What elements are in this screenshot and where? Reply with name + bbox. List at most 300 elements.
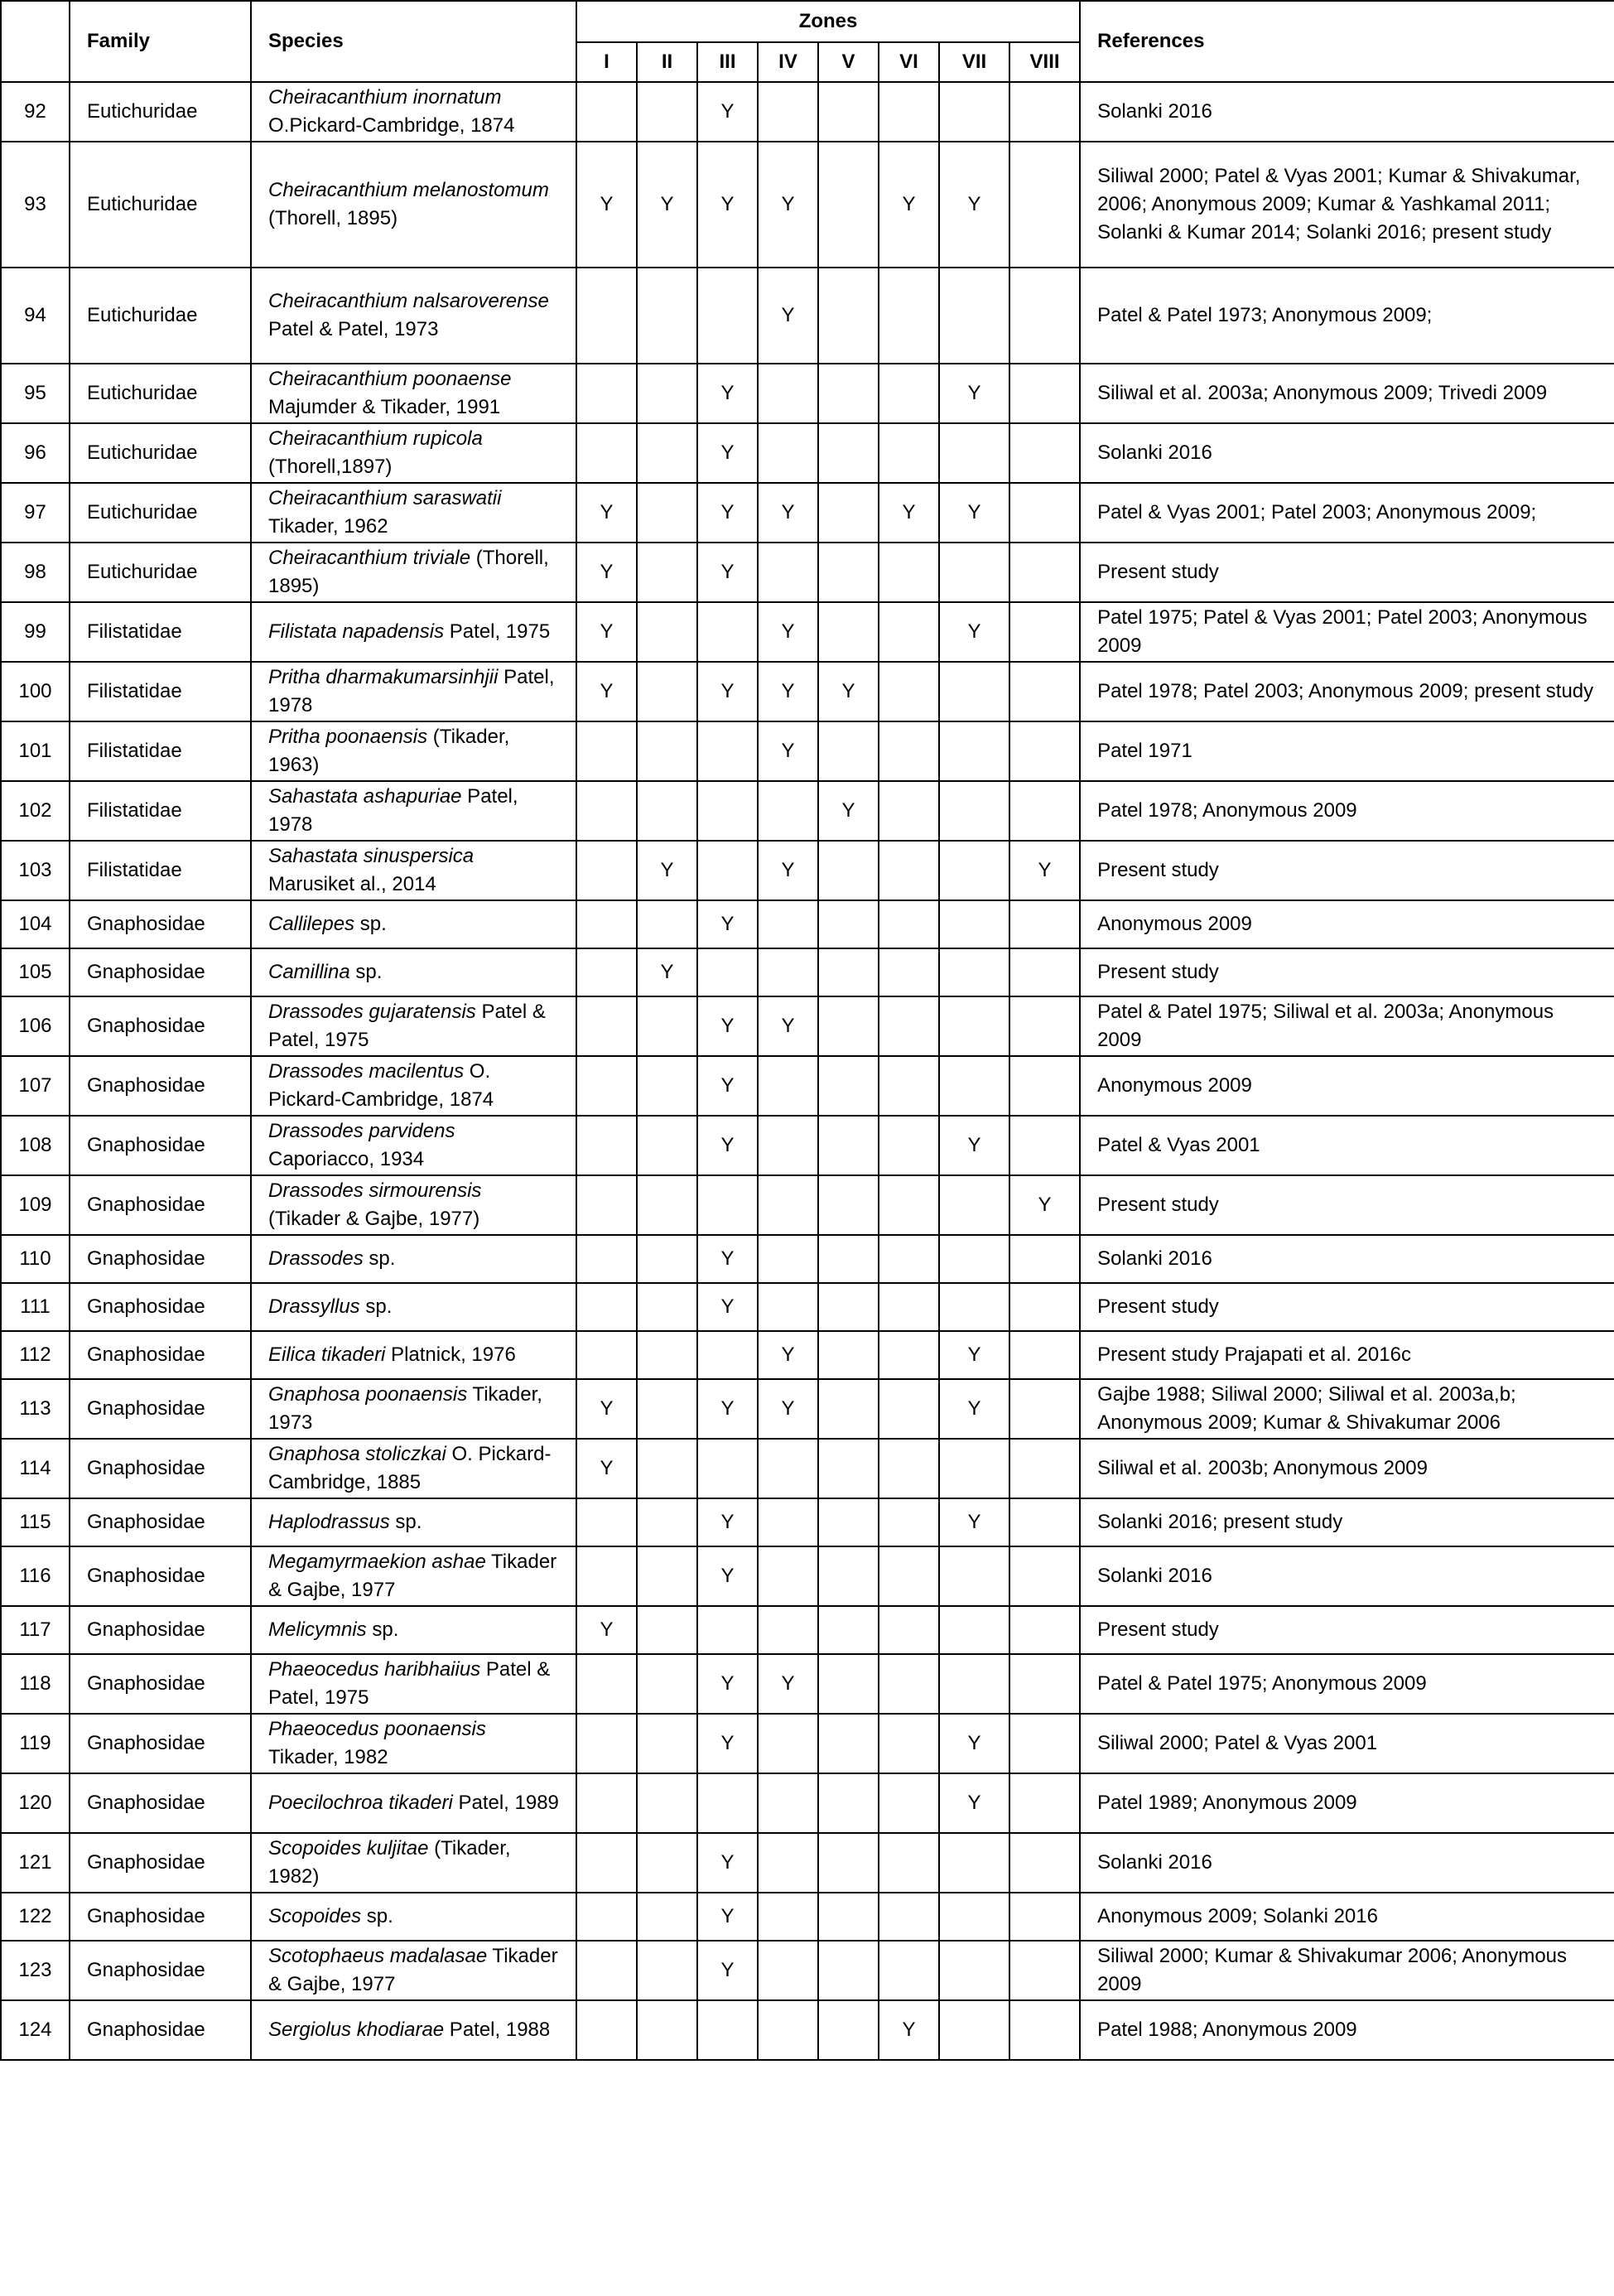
zone-cell: Y bbox=[939, 602, 1009, 662]
references-cell: Anonymous 2009 bbox=[1080, 900, 1614, 948]
species-cell bbox=[251, 900, 576, 948]
zone-cell bbox=[1009, 2000, 1080, 2060]
table-row bbox=[1, 948, 1614, 996]
species-cell bbox=[251, 996, 576, 1056]
references-cell: Solanki 2016 bbox=[1080, 82, 1614, 142]
table-row bbox=[1, 1546, 1614, 1606]
references-cell: Patel 1989; Anonymous 2009 bbox=[1080, 1773, 1614, 1833]
zone-cell bbox=[758, 1546, 818, 1606]
row-number: 107 bbox=[1, 1056, 70, 1116]
zone-cell bbox=[879, 602, 939, 662]
references-cell: Patel 1971 bbox=[1080, 721, 1614, 781]
zone-cell bbox=[576, 841, 637, 900]
zone-header-ii: II bbox=[637, 42, 697, 82]
zone-header-viii: VIII bbox=[1009, 42, 1080, 82]
table-row bbox=[1, 1235, 1614, 1283]
row-number: 95 bbox=[1, 364, 70, 423]
zone-cell bbox=[818, 1773, 879, 1833]
zone-cell bbox=[879, 268, 939, 364]
zone-cell: Y bbox=[939, 1379, 1009, 1439]
zone-cell bbox=[1009, 1379, 1080, 1439]
zone-cell bbox=[879, 1498, 939, 1546]
table-row bbox=[1, 1056, 1614, 1116]
family-cell: Eutichuridae bbox=[70, 423, 251, 483]
zone-cell bbox=[879, 364, 939, 423]
family-cell: Gnaphosidae bbox=[70, 1498, 251, 1546]
zone-cell: Y bbox=[697, 142, 758, 268]
species-name: Cheiracanthium nalsaroverense bbox=[268, 290, 549, 312]
species-name: Haplodrassus bbox=[268, 1511, 390, 1533]
species-cell bbox=[251, 602, 576, 662]
species-author: O. Pickard-Cambridge, 1874 bbox=[268, 1060, 494, 1111]
zone-cell bbox=[758, 948, 818, 996]
zone-cell bbox=[576, 1833, 637, 1893]
zone-cell bbox=[697, 1773, 758, 1833]
zone-cell bbox=[637, 1893, 697, 1941]
zone-cell: Y bbox=[879, 2000, 939, 2060]
species-cell bbox=[251, 1235, 576, 1283]
species-cell bbox=[251, 1654, 576, 1714]
zone-cell bbox=[879, 1893, 939, 1941]
zone-cell bbox=[879, 948, 939, 996]
row-number: 112 bbox=[1, 1331, 70, 1379]
zone-header-i: I bbox=[576, 42, 637, 82]
zone-cell: Y bbox=[758, 996, 818, 1056]
zone-cell bbox=[697, 781, 758, 841]
zone-cell bbox=[576, 1893, 637, 1941]
table-row bbox=[1, 1893, 1614, 1941]
species-author: Tikader, 1982 bbox=[268, 1746, 388, 1768]
zone-cell bbox=[576, 948, 637, 996]
zone-cell bbox=[637, 1379, 697, 1439]
family-cell: Eutichuridae bbox=[70, 268, 251, 364]
species-author: O. Pickard-Cambridge, 1885 bbox=[268, 1443, 552, 1493]
species-author: (Thorell, 1895) bbox=[268, 547, 549, 597]
zone-cell: Y bbox=[758, 1654, 818, 1714]
row-number: 94 bbox=[1, 268, 70, 364]
zone-cell bbox=[818, 1379, 879, 1439]
zone-cell bbox=[939, 996, 1009, 1056]
row-number: 96 bbox=[1, 423, 70, 483]
species-name: Camillina bbox=[268, 961, 350, 983]
zone-cell bbox=[879, 781, 939, 841]
species-name: Cheiracanthium melanostomum bbox=[268, 179, 549, 201]
zone-cell bbox=[697, 841, 758, 900]
zone-cell bbox=[879, 1546, 939, 1606]
zone-cell: Y bbox=[758, 662, 818, 721]
zone-cell: Y bbox=[758, 721, 818, 781]
references-cell: Present study bbox=[1080, 841, 1614, 900]
table-row bbox=[1, 142, 1614, 268]
zone-cell bbox=[939, 1893, 1009, 1941]
zone-cell bbox=[697, 602, 758, 662]
table-row bbox=[1, 1606, 1614, 1654]
family-cell: Gnaphosidae bbox=[70, 1283, 251, 1331]
zone-cell: Y bbox=[758, 1379, 818, 1439]
species-cell bbox=[251, 1714, 576, 1773]
references-cell: Patel & Patel 1973; Anonymous 2009; bbox=[1080, 268, 1614, 364]
table-row bbox=[1, 1773, 1614, 1833]
zone-cell bbox=[879, 543, 939, 602]
zone-cell bbox=[637, 2000, 697, 2060]
species-name: Cheiracanthium triviale bbox=[268, 547, 471, 569]
zone-cell bbox=[1009, 423, 1080, 483]
zone-cell bbox=[939, 268, 1009, 364]
table-row bbox=[1, 2000, 1614, 2060]
family-cell: Gnaphosidae bbox=[70, 1379, 251, 1439]
zone-cell: Y bbox=[697, 543, 758, 602]
zone-cell bbox=[637, 1331, 697, 1379]
species-name: Scopoides bbox=[268, 1905, 362, 1927]
species-name: Gnaphosa poonaensis bbox=[268, 1383, 468, 1406]
family-cell: Gnaphosidae bbox=[70, 1056, 251, 1116]
zone-cell bbox=[1009, 662, 1080, 721]
zone-cell bbox=[818, 483, 879, 543]
family-cell: Gnaphosidae bbox=[70, 948, 251, 996]
row-number: 114 bbox=[1, 1439, 70, 1498]
zone-cell bbox=[637, 483, 697, 543]
zone-cell bbox=[637, 1714, 697, 1773]
zone-cell: Y bbox=[697, 1893, 758, 1941]
zone-cell bbox=[758, 1833, 818, 1893]
zone-cell bbox=[637, 1654, 697, 1714]
zone-cell bbox=[818, 1498, 879, 1546]
zone-cell bbox=[1009, 1331, 1080, 1379]
zone-cell bbox=[818, 364, 879, 423]
references-cell: Siliwal 2000; Patel & Vyas 2001 bbox=[1080, 1714, 1614, 1773]
references-cell: Patel 1988; Anonymous 2009 bbox=[1080, 2000, 1614, 2060]
species-name: Eilica tikaderi bbox=[268, 1343, 386, 1366]
header-species: Species bbox=[251, 1, 576, 82]
table-row bbox=[1, 1283, 1614, 1331]
zone-cell bbox=[939, 2000, 1009, 2060]
zone-cell bbox=[939, 662, 1009, 721]
zone-cell bbox=[1009, 948, 1080, 996]
zone-cell bbox=[1009, 1654, 1080, 1714]
zone-cell bbox=[1009, 82, 1080, 142]
family-cell: Gnaphosidae bbox=[70, 2000, 251, 2060]
zone-cell bbox=[818, 1606, 879, 1654]
zone-cell: Y bbox=[576, 483, 637, 543]
zone-cell bbox=[939, 1175, 1009, 1235]
zone-cell bbox=[637, 423, 697, 483]
zone-cell: Y bbox=[939, 1773, 1009, 1833]
zone-cell bbox=[576, 1714, 637, 1773]
table-header bbox=[1, 1, 1614, 82]
zone-cell bbox=[758, 1941, 818, 2000]
table-row bbox=[1, 1654, 1614, 1714]
species-author: Tikader & Gajbe, 1977 bbox=[268, 1945, 558, 1995]
zone-cell: Y bbox=[758, 841, 818, 900]
zone-cell bbox=[818, 1941, 879, 2000]
table-row bbox=[1, 1498, 1614, 1546]
species-cell bbox=[251, 948, 576, 996]
row-number: 113 bbox=[1, 1379, 70, 1439]
species-name: Cheiracanthium poonaense bbox=[268, 368, 512, 390]
zone-cell bbox=[1009, 1833, 1080, 1893]
zone-cell bbox=[939, 1546, 1009, 1606]
zone-cell bbox=[1009, 1773, 1080, 1833]
row-number: 102 bbox=[1, 781, 70, 841]
species-author: Patel, 1978 bbox=[268, 785, 518, 836]
species-name: Drassodes bbox=[268, 1247, 364, 1270]
species-author: sp. bbox=[389, 1511, 422, 1533]
zone-cell: Y bbox=[637, 948, 697, 996]
zone-cell bbox=[576, 1056, 637, 1116]
zone-cell: Y bbox=[758, 483, 818, 543]
table-row bbox=[1, 543, 1614, 602]
references-cell: Gajbe 1988; Siliwal 2000; Siliwal et al. 2003a,b; Anonymous 2009; Kumar & Shivakumar 2006 bbox=[1080, 1379, 1614, 1439]
species-author: (Tikader & Gajbe, 1977) bbox=[268, 1208, 480, 1230]
species-author: Patel & Patel, 1975 bbox=[268, 1658, 551, 1709]
species-author: (Tikader, 1963) bbox=[268, 726, 510, 776]
references-cell: Anonymous 2009; Solanki 2016 bbox=[1080, 1893, 1614, 1941]
zone-cell bbox=[576, 1773, 637, 1833]
zone-cell bbox=[576, 82, 637, 142]
zone-cell: Y bbox=[697, 1941, 758, 2000]
zone-cell bbox=[576, 1498, 637, 1546]
zone-cell bbox=[818, 82, 879, 142]
zone-cell bbox=[576, 1654, 637, 1714]
zone-cell bbox=[637, 1498, 697, 1546]
species-author: Marusiket al., 2014 bbox=[268, 873, 436, 895]
row-number: 121 bbox=[1, 1833, 70, 1893]
zone-cell: Y bbox=[1009, 1175, 1080, 1235]
zone-header-v: V bbox=[818, 42, 879, 82]
species-cell bbox=[251, 721, 576, 781]
zone-cell bbox=[697, 1606, 758, 1654]
zone-cell bbox=[818, 1714, 879, 1773]
family-cell: Gnaphosidae bbox=[70, 1235, 251, 1283]
zone-cell bbox=[818, 423, 879, 483]
species-cell bbox=[251, 364, 576, 423]
zone-cell bbox=[637, 543, 697, 602]
zone-cell bbox=[637, 1606, 697, 1654]
references-cell: Present study bbox=[1080, 1606, 1614, 1654]
species-cell bbox=[251, 1833, 576, 1893]
zone-cell bbox=[1009, 721, 1080, 781]
species-name: Pritha dharmakumarsinhjii bbox=[268, 666, 499, 688]
zone-header-iv: IV bbox=[758, 42, 818, 82]
zone-cell bbox=[818, 841, 879, 900]
family-cell: Gnaphosidae bbox=[70, 1654, 251, 1714]
species-cell bbox=[251, 662, 576, 721]
zone-cell bbox=[758, 1439, 818, 1498]
zone-cell: Y bbox=[697, 1283, 758, 1331]
row-number: 117 bbox=[1, 1606, 70, 1654]
zone-cell bbox=[1009, 1283, 1080, 1331]
zone-cell: Y bbox=[879, 142, 939, 268]
species-name: Sahastata sinuspersica bbox=[268, 845, 475, 867]
zone-cell bbox=[697, 721, 758, 781]
zone-cell bbox=[939, 1235, 1009, 1283]
row-number: 109 bbox=[1, 1175, 70, 1235]
zone-cell bbox=[576, 2000, 637, 2060]
zone-cell bbox=[1009, 364, 1080, 423]
zone-cell bbox=[1009, 1893, 1080, 1941]
zone-cell bbox=[576, 1175, 637, 1235]
zone-cell: Y bbox=[939, 483, 1009, 543]
zone-cell bbox=[818, 2000, 879, 2060]
zone-cell: Y bbox=[697, 1379, 758, 1439]
zone-cell: Y bbox=[697, 364, 758, 423]
family-cell: Gnaphosidae bbox=[70, 1175, 251, 1235]
zone-cell bbox=[576, 1283, 637, 1331]
row-number: 111 bbox=[1, 1283, 70, 1331]
zone-cell bbox=[818, 602, 879, 662]
zone-cell bbox=[758, 1893, 818, 1941]
table-row bbox=[1, 268, 1614, 364]
zone-cell bbox=[1009, 781, 1080, 841]
family-cell: Filistatidae bbox=[70, 662, 251, 721]
references-cell: Present study bbox=[1080, 1175, 1614, 1235]
zone-cell bbox=[758, 900, 818, 948]
zone-cell: Y bbox=[758, 142, 818, 268]
zone-cell bbox=[818, 996, 879, 1056]
table-row bbox=[1, 996, 1614, 1056]
family-cell: Gnaphosidae bbox=[70, 1893, 251, 1941]
table-row bbox=[1, 1439, 1614, 1498]
references-cell: Patel 1975; Patel & Vyas 2001; Patel 2003; Anonymous 2009 bbox=[1080, 602, 1614, 662]
family-cell: Filistatidae bbox=[70, 602, 251, 662]
references-cell: Patel & Patel 1975; Anonymous 2009 bbox=[1080, 1654, 1614, 1714]
zone-cell bbox=[1009, 1714, 1080, 1773]
species-cell bbox=[251, 1773, 576, 1833]
zone-cell bbox=[879, 82, 939, 142]
references-cell: Present study Prajapati et al. 2016c bbox=[1080, 1331, 1614, 1379]
zone-cell: Y bbox=[576, 1379, 637, 1439]
zone-cell bbox=[818, 268, 879, 364]
zone-cell bbox=[697, 948, 758, 996]
zone-cell bbox=[818, 1235, 879, 1283]
zone-cell: Y bbox=[697, 1714, 758, 1773]
species-name: Sahastata ashapuriae bbox=[268, 785, 462, 808]
zone-cell bbox=[939, 900, 1009, 948]
zone-cell bbox=[758, 1056, 818, 1116]
zone-cell: Y bbox=[758, 1331, 818, 1379]
species-author: Tikader & Gajbe, 1977 bbox=[268, 1551, 557, 1601]
species-name: Cheiracanthium saraswatii bbox=[268, 487, 502, 509]
row-number: 119 bbox=[1, 1714, 70, 1773]
species-cell bbox=[251, 1606, 576, 1654]
references-cell: Siliwal 2000; Kumar & Shivakumar 2006; Anonymous 2009 bbox=[1080, 1941, 1614, 2000]
species-name: Cheiracanthium inornatum bbox=[268, 86, 502, 109]
zone-cell bbox=[879, 1439, 939, 1498]
zone-cell bbox=[939, 423, 1009, 483]
species-author: sp. bbox=[361, 1905, 393, 1927]
zone-cell bbox=[576, 996, 637, 1056]
table-row bbox=[1, 1331, 1614, 1379]
species-name: Pritha poonaensis bbox=[268, 726, 428, 748]
zone-cell: Y bbox=[697, 1654, 758, 1714]
species-name: Drassodes parvidens bbox=[268, 1120, 455, 1142]
species-author: sp. bbox=[349, 961, 383, 983]
zone-cell bbox=[697, 2000, 758, 2060]
references-cell: Siliwal et al. 2003a; Anonymous 2009; Trivedi 2009 bbox=[1080, 364, 1614, 423]
species-author: (Thorell, 1895) bbox=[268, 207, 398, 229]
references-cell: Patel & Vyas 2001 bbox=[1080, 1116, 1614, 1175]
zone-cell bbox=[576, 1941, 637, 2000]
species-cell bbox=[251, 82, 576, 142]
zone-cell bbox=[1009, 1439, 1080, 1498]
zone-cell bbox=[637, 1235, 697, 1283]
zone-cell bbox=[1009, 1056, 1080, 1116]
references-cell: Solanki 2016 bbox=[1080, 1235, 1614, 1283]
zone-cell: Y bbox=[697, 662, 758, 721]
family-cell: Eutichuridae bbox=[70, 364, 251, 423]
zone-cell bbox=[879, 1331, 939, 1379]
zone-cell bbox=[637, 721, 697, 781]
species-name: Drassyllus bbox=[268, 1295, 360, 1318]
zone-cell bbox=[939, 82, 1009, 142]
zone-cell bbox=[939, 1056, 1009, 1116]
zone-cell bbox=[1009, 1116, 1080, 1175]
species-author: Majumder & Tikader, 1991 bbox=[268, 396, 501, 418]
zone-cell bbox=[879, 900, 939, 948]
row-number: 110 bbox=[1, 1235, 70, 1283]
zone-cell bbox=[1009, 1498, 1080, 1546]
row-number: 108 bbox=[1, 1116, 70, 1175]
zone-cell bbox=[576, 364, 637, 423]
zone-cell bbox=[1009, 1941, 1080, 2000]
zone-cell bbox=[818, 721, 879, 781]
species-cell bbox=[251, 1056, 576, 1116]
zone-cell bbox=[637, 1116, 697, 1175]
zone-cell bbox=[939, 948, 1009, 996]
zone-cell bbox=[1009, 900, 1080, 948]
zone-cell bbox=[637, 662, 697, 721]
species-cell bbox=[251, 142, 576, 268]
zone-cell bbox=[818, 1331, 879, 1379]
zone-cell: Y bbox=[576, 543, 637, 602]
species-cell bbox=[251, 1498, 576, 1546]
zone-cell bbox=[637, 82, 697, 142]
species-cell bbox=[251, 1893, 576, 1941]
references-cell: Siliwal 2000; Patel & Vyas 2001; Kumar & Shivakumar, 2006; Anonymous 2009; Kumar & Yashkamal 2011; Solanki & Kumar 2014; Solanki 2016; present study bbox=[1080, 142, 1614, 268]
header-references: References bbox=[1080, 1, 1614, 82]
table-row bbox=[1, 364, 1614, 423]
species-name: Sergiolus khodiarae bbox=[268, 2019, 445, 2041]
zone-cell bbox=[879, 1833, 939, 1893]
species-cell bbox=[251, 1283, 576, 1331]
species-name: Scotophaeus madalasae bbox=[268, 1945, 488, 1967]
family-cell: Filistatidae bbox=[70, 721, 251, 781]
row-number: 104 bbox=[1, 900, 70, 948]
zone-cell bbox=[637, 268, 697, 364]
family-cell: Filistatidae bbox=[70, 781, 251, 841]
row-number: 124 bbox=[1, 2000, 70, 2060]
zone-cell: Y bbox=[576, 662, 637, 721]
species-author: Patel, 1989 bbox=[452, 1792, 559, 1814]
family-cell: Eutichuridae bbox=[70, 142, 251, 268]
species-author: sp. bbox=[363, 1247, 396, 1270]
table-row bbox=[1, 900, 1614, 948]
zone-cell bbox=[758, 543, 818, 602]
species-cell bbox=[251, 841, 576, 900]
zone-cell: Y bbox=[697, 1546, 758, 1606]
row-number: 99 bbox=[1, 602, 70, 662]
header-row-1 bbox=[1, 1, 1614, 42]
references-cell: Present study bbox=[1080, 948, 1614, 996]
zone-cell bbox=[576, 900, 637, 948]
species-author: sp. bbox=[354, 913, 387, 935]
references-cell: Solanki 2016; present study bbox=[1080, 1498, 1614, 1546]
family-cell: Gnaphosidae bbox=[70, 1606, 251, 1654]
family-cell: Gnaphosidae bbox=[70, 1439, 251, 1498]
references-cell: Anonymous 2009 bbox=[1080, 1056, 1614, 1116]
zone-cell: Y bbox=[697, 996, 758, 1056]
references-cell: Patel & Vyas 2001; Patel 2003; Anonymous 2009; bbox=[1080, 483, 1614, 543]
